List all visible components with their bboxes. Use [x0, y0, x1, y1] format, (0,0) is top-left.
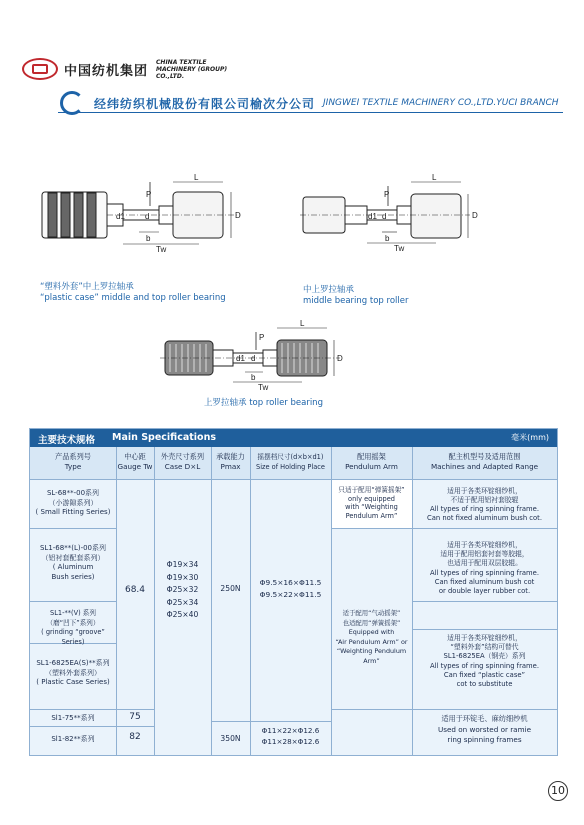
- header-divider: [58, 112, 563, 113]
- caption-plastic-case: [40, 282, 226, 304]
- holding-low: Φ11×22×Φ12.6 Φ11×28×Φ12.6: [261, 726, 320, 746]
- header-gauge-en: Gauge Tw: [117, 462, 153, 471]
- type-sl1-82: Sl1-82**系列: [51, 735, 95, 743]
- label-b-3: b: [251, 373, 256, 382]
- gauge-main: 68.4: [124, 585, 146, 595]
- grid-line: [211, 447, 212, 755]
- grid-line: [412, 601, 557, 602]
- header-type-en: Type: [64, 462, 82, 471]
- header-holding-cn: 摇摆档尺寸(d×b×d1): [257, 453, 324, 461]
- table-title-en: Main Specifications: [112, 432, 216, 443]
- caption-middle-bearing: [303, 285, 409, 307]
- label-d-3: d: [251, 354, 256, 363]
- header-machines-cn: 配主机型号及适用范围: [448, 452, 521, 461]
- grid-line: [412, 709, 557, 710]
- label-D-2: D: [472, 211, 478, 220]
- holding-main: Φ9.5×16×Φ11.5 Φ9.5×22×Φ11.5: [259, 578, 322, 599]
- label-l-1: L: [194, 173, 199, 182]
- label-tw-3: Tw: [258, 383, 269, 392]
- label-d-2: d: [382, 212, 387, 221]
- type-plastic-case: SL1-6825EA(S)**系列 （塑料外套系列） ( Plastic Case Series): [36, 659, 110, 686]
- group-header: [22, 58, 246, 80]
- header-machines-en: Machines and Adapted Range: [430, 462, 539, 471]
- table-header-row: [30, 447, 557, 480]
- table-title-cn: 主要技术规格: [38, 435, 96, 446]
- caption-middle-bearing-cn: 中上罗拉轴承: [303, 285, 355, 295]
- label-d1-3: d1: [236, 354, 245, 363]
- label-d-1: d: [145, 212, 150, 221]
- machines-worsted-ramie: 适用于环锭毛、麻纺细纱机 Used on worsted or ramie ring spinning frames: [438, 714, 531, 744]
- table-title-bar: [30, 429, 557, 447]
- case-sizes: Φ19×34 Φ19×30 Φ25×32 Φ25×34 Φ25×40: [166, 560, 199, 619]
- machines-plastic-case: 适用于各类环锭细纱机， “塑料外套”结构可替代 SL1-6825EA（钢壳）系列 All types of ring spinning frame. Can fixed “plastic case” cot to substitute: [430, 634, 539, 689]
- diagram-plastic-case: [42, 182, 240, 244]
- caption-middle-bearing-en: middle bearing top roller: [303, 296, 409, 306]
- grid-line: [250, 447, 251, 755]
- type-aluminum-bush: SL1-68**(L)-00系列 （铝衬套配套系列） ( Aluminum Bush series): [39, 544, 107, 581]
- label-tw-2: Tw: [394, 244, 405, 253]
- caption-plastic-case-en: “plastic case” middle and top roller bearing: [40, 293, 226, 303]
- machines-small-fitting: 适用于各类环锭细纱机， 不适于配用铝衬套胶辊 All types of ring spinning frame. Can not fixed aluminum bush cot.: [426, 487, 543, 522]
- caption-plastic-case-cn: “塑料外套”中上罗拉轴承: [40, 282, 134, 292]
- header-pmax-en: Pmax: [220, 462, 241, 471]
- pmax-main: 250N: [220, 584, 241, 593]
- diagram-top-roller: [160, 328, 340, 382]
- page-number: 10: [548, 781, 568, 801]
- grid-line: [412, 629, 557, 630]
- spec-table: [29, 428, 558, 756]
- header-case-cn: 外壳尺寸系列: [160, 452, 205, 461]
- type-groove: SL1-**(V) 系列 （磨“凹下”系列） ( grinding “groove” Series): [41, 609, 105, 646]
- header-holding: [250, 447, 331, 479]
- label-b-2: b: [385, 234, 390, 243]
- caption-top-roller: 上罗拉轴承 top roller bearing: [204, 398, 323, 408]
- pendulum-air-or-weighting: 适于配用“气动摇架” 也适配用“弹簧摇架” Equipped with “Air Pendulum Arm” or “Weighting Pendulum Arm”: [335, 609, 408, 665]
- table-unit: 毫米(mm): [511, 433, 549, 442]
- grid-line: [30, 528, 116, 529]
- label-D-1: D: [235, 211, 241, 220]
- header-type: [30, 447, 116, 479]
- type-small-fitting: SL-68**-00系列 （小游隙系列） ( Small Fitting Series): [35, 489, 111, 516]
- label-p-2: P: [384, 190, 390, 199]
- label-d1-1: d1: [116, 212, 125, 221]
- grid-line: [211, 721, 331, 722]
- grid-line: [412, 528, 557, 529]
- header-gauge: [116, 447, 154, 479]
- header-gauge-cn: 中心距: [124, 452, 146, 461]
- header-pendulum-en: Pendulum Arm: [345, 462, 398, 471]
- grid-line: [30, 601, 116, 602]
- ctmc-logo-icon: [22, 58, 58, 80]
- header-holding-en: Size of Holding Place: [256, 463, 325, 471]
- grid-line: [331, 528, 412, 529]
- grid-line: [331, 709, 412, 710]
- label-l-2: L: [432, 173, 437, 182]
- page-footer: [548, 781, 568, 801]
- header-pmax: [211, 447, 250, 479]
- gauge-75: 75: [129, 712, 141, 722]
- group-name-en: CHINA TEXTILE MACHINERY (GROUP) CO.,LTD.: [156, 58, 228, 80]
- header-pendulum: [331, 447, 412, 479]
- company-name-en: JINGWEI TEXTILE MACHINERY CO.,LTD.YUCI BRANCH: [323, 98, 559, 108]
- header-type-cn: 产品系列号: [55, 452, 91, 461]
- header-pendulum-cn: 配用摇架: [357, 452, 386, 461]
- header-pmax-cn: 承载能力: [216, 452, 245, 461]
- header-case: [154, 447, 211, 479]
- type-sl1-75: Sl1-75**系列: [51, 714, 95, 722]
- group-name-cn: 中国纺机集团: [64, 63, 149, 79]
- label-d1-2: d1: [368, 212, 377, 221]
- label-tw-1: Tw: [156, 245, 167, 254]
- label-p-1: P: [146, 190, 152, 199]
- header-machines: [412, 447, 557, 479]
- label-b-1: b: [146, 234, 151, 243]
- gauge-82: 82: [129, 732, 141, 742]
- grid-line: [30, 726, 154, 727]
- machines-aluminum-bush: 适用于各类环锭细纱机， 适用于配用铝套衬套等胶辊， 也适用于配用双层胶辊。 All types of ring spinning frame. Can fixed aluminum bush cot or double layer rubber cot.: [430, 541, 539, 596]
- label-l-3: L: [300, 319, 305, 328]
- label-D-3: D: [337, 354, 343, 363]
- header-case-en: Case D×L: [164, 462, 201, 471]
- company-name-cn: 经纬纺织机械股份有限公司榆次分公司: [94, 96, 316, 111]
- pendulum-weighting-only: 只适于配用“弹簧摇架” only equipped with “Weighting Pendulum Arm”: [338, 486, 405, 520]
- grid-line: [30, 709, 154, 710]
- pmax-low: 350N: [220, 734, 241, 743]
- label-p-3: P: [259, 333, 265, 342]
